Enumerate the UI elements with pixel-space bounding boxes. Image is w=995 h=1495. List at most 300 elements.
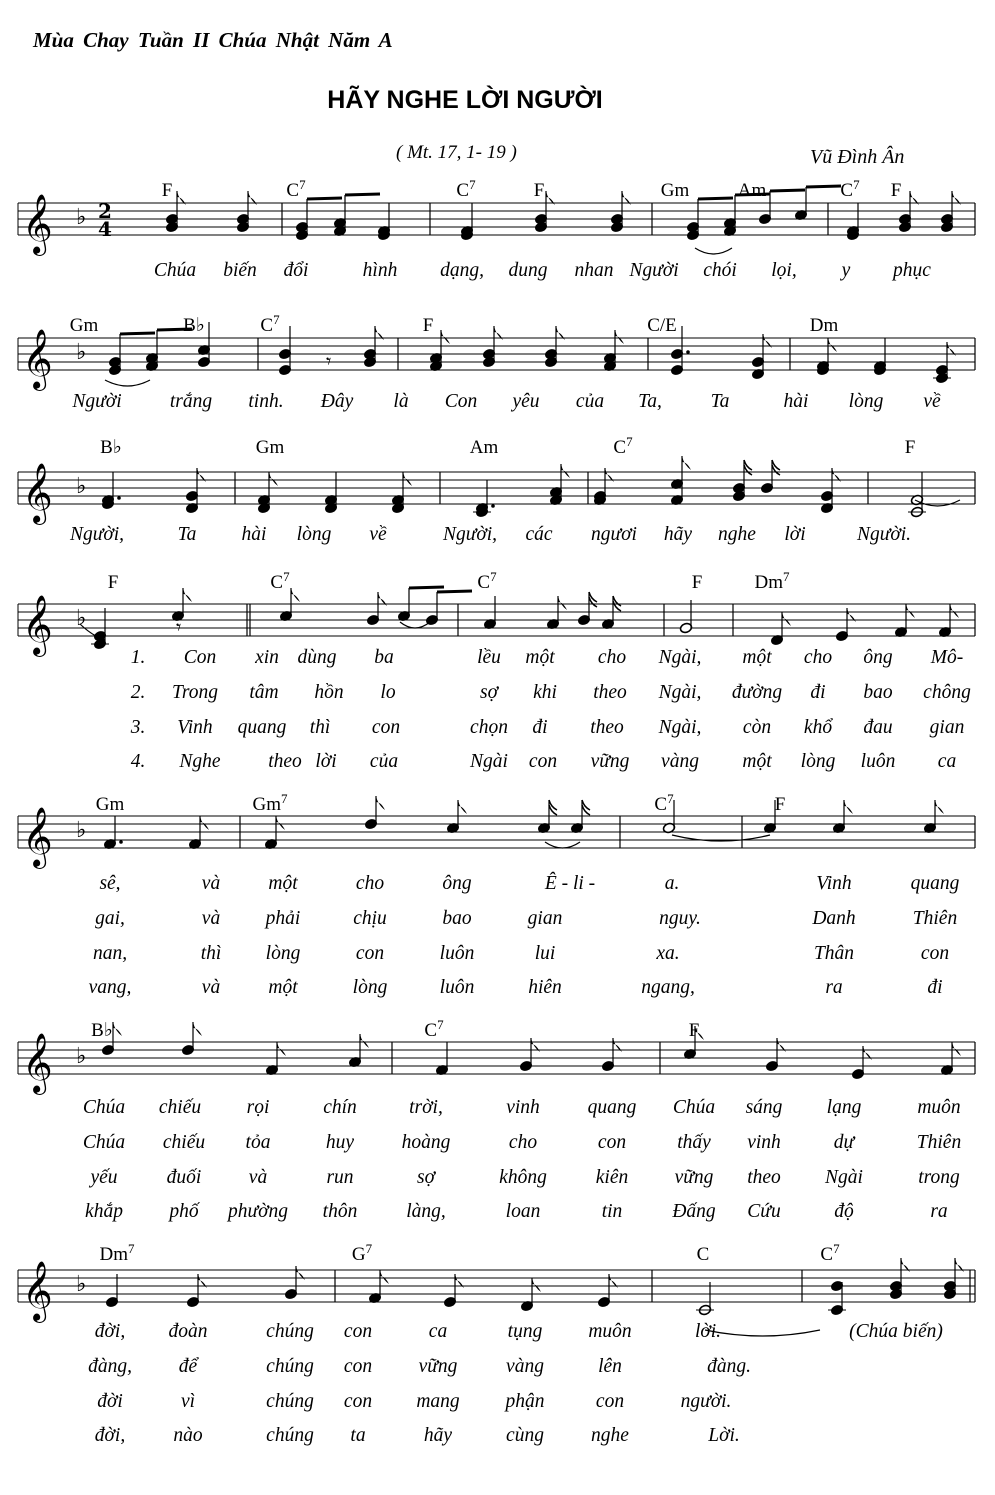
lyric-word: đàng, xyxy=(88,1356,132,1377)
treble-clef-icon: 𝄞 xyxy=(22,329,53,389)
note-flag xyxy=(952,1042,961,1056)
note-flag xyxy=(782,612,791,626)
chord-symbol: $C^7$ xyxy=(456,177,476,201)
lyric-word: luôn xyxy=(439,943,475,964)
lyric-word: đời xyxy=(97,1391,123,1412)
lyric-word: tin xyxy=(601,1201,623,1222)
tie-slur xyxy=(400,622,430,628)
note-flag xyxy=(615,330,624,344)
note-flag xyxy=(403,472,412,486)
lyric-word: theo xyxy=(593,682,627,703)
lyric-word: con xyxy=(920,943,950,964)
lyric-word: dung xyxy=(508,260,548,281)
lyric-word: người. xyxy=(680,1391,732,1412)
key-signature-flat-icon: ♭ xyxy=(76,1044,87,1069)
lyric-word: Cứu xyxy=(747,1201,781,1222)
lyric-word: sáng xyxy=(745,1097,783,1118)
lyric-word: một xyxy=(268,977,298,998)
treble-clef-icon: 𝄞 xyxy=(22,595,53,655)
lyric-word: gian xyxy=(929,717,965,738)
chord-symbol: $C^7$ xyxy=(260,312,280,336)
lyric-word: vinh xyxy=(747,1132,781,1153)
note-beam xyxy=(437,591,472,592)
lyric-word: Ta xyxy=(177,524,197,545)
lyric-word: dạng, xyxy=(440,260,484,281)
lyric-word: Trong xyxy=(172,682,218,703)
lyric-word: rọi xyxy=(246,1097,270,1118)
lyric-word: chọn xyxy=(470,717,508,738)
lyric-word: Người, xyxy=(69,524,125,545)
lyric-word: trời, xyxy=(409,1097,443,1118)
note-flag-sixteenth xyxy=(772,460,780,475)
note-flag xyxy=(360,1034,369,1048)
time-signature-top: 2 xyxy=(98,199,112,223)
lyric-word: lời xyxy=(315,751,337,772)
note-flag xyxy=(558,596,567,610)
lyric-word: khắp xyxy=(85,1201,123,1222)
treble-clef-icon: 𝄞 xyxy=(22,194,53,254)
lyric-word: sợ xyxy=(417,1167,435,1188)
chord-symbol: Dm xyxy=(809,315,839,336)
lyric-word: lời. xyxy=(694,1321,722,1342)
chord-symbol: Gm xyxy=(660,180,690,201)
lyric-word: Con xyxy=(444,391,478,412)
note-flag xyxy=(277,1042,286,1056)
lyric-word: Ngài, xyxy=(658,682,702,703)
song-title: HÃY NGHE LỜI NGƯỜI xyxy=(327,86,603,114)
lyric-word: đuối xyxy=(166,1167,202,1188)
chord-symbol: F xyxy=(161,180,173,201)
eighth-rest-icon: 𝄾 xyxy=(326,349,332,373)
lyric-word: gian xyxy=(527,908,563,929)
chord-symbol: F xyxy=(107,572,119,593)
lyric-word: phường xyxy=(227,1201,289,1222)
lyric-word: chiếu xyxy=(158,1097,202,1118)
lyric-word: một xyxy=(525,647,555,668)
note-flag-sixteenth xyxy=(744,460,752,475)
lyric-word: ông xyxy=(863,647,893,668)
lyric-word: biến xyxy=(223,260,257,281)
chord-symbol: Dm$^7$ xyxy=(99,1241,135,1265)
tie-slur xyxy=(545,842,580,848)
note-flag xyxy=(844,800,853,814)
lyric-word: thấy xyxy=(677,1132,711,1153)
lyric-word: sợ xyxy=(480,682,498,703)
lyric-word: nhan xyxy=(574,260,614,281)
lyric-word: luôn xyxy=(860,751,896,772)
lyric-word: cho xyxy=(508,1132,538,1153)
lyric-word: kiên xyxy=(595,1167,629,1188)
treble-clef-icon: 𝄞 xyxy=(22,1033,53,1093)
lyric-word: nghe xyxy=(591,1425,629,1446)
lyric-word: chúng xyxy=(266,1425,314,1446)
lyric-word: lòng xyxy=(800,751,836,772)
chord-symbol: F xyxy=(691,572,703,593)
lyric-word: Chúa xyxy=(672,1097,716,1118)
lyric-word: đi xyxy=(927,977,943,998)
note-flag xyxy=(950,604,959,618)
lyric-word: yêu xyxy=(512,391,540,412)
lyric-word: tỏa xyxy=(245,1132,271,1153)
lyric-word: chói xyxy=(703,260,737,281)
chord-symbol: B♭ xyxy=(183,315,205,336)
lyric-word: nan, xyxy=(92,943,128,964)
lyric-word: lòng xyxy=(265,943,301,964)
lyric-word: phải xyxy=(265,908,301,929)
lyric-word: 3. xyxy=(130,717,146,738)
lyric-word: về xyxy=(923,391,941,412)
lyric-word: con xyxy=(343,1391,373,1412)
chord-symbol: F xyxy=(774,794,786,815)
lyric-word: vàng xyxy=(661,751,699,772)
lyric-word: hồn xyxy=(314,682,344,703)
lyric-word: vinh xyxy=(506,1097,540,1118)
lyric-word: cho xyxy=(355,873,385,894)
lyric-word: hài xyxy=(241,524,267,545)
chord-symbol: Dm$^7$ xyxy=(754,569,790,593)
lyric-word: đau xyxy=(863,717,893,738)
lyric-word: và xyxy=(248,1167,268,1188)
lyric-word: vững xyxy=(674,1167,714,1188)
lyric-word: vang, xyxy=(88,977,132,998)
lyric-word: hài xyxy=(783,391,809,412)
staff-system xyxy=(18,1241,975,1323)
lyric-word: độ xyxy=(834,1201,854,1222)
lyric-word: thì xyxy=(200,943,222,964)
lyric-word: phận xyxy=(505,1391,545,1412)
chord-symbol: Gm$^7$ xyxy=(252,791,288,815)
chord-symbol: $C^7$ xyxy=(270,569,290,593)
lyric-word: lời xyxy=(784,524,806,545)
lyric-word: ngươi xyxy=(591,524,637,545)
key-signature-flat-icon: ♭ xyxy=(76,818,87,843)
lyric-word: 4. xyxy=(130,751,146,772)
lyric-word: về xyxy=(369,524,387,545)
lyric-word: hoàng xyxy=(401,1132,451,1153)
lyric-word: ba xyxy=(374,647,394,668)
lyric-word: trắng xyxy=(169,391,213,412)
note-beam xyxy=(770,190,805,191)
lyric-word: Mô- xyxy=(930,647,964,668)
lyric-word: vững xyxy=(590,751,630,772)
note-beam xyxy=(307,198,342,199)
lyric-word: huy xyxy=(325,1132,355,1153)
lyric-word: lui xyxy=(534,943,556,964)
lyric-word: y xyxy=(841,260,851,281)
key-signature-flat-icon: ♭ xyxy=(76,205,87,230)
note-flag xyxy=(441,330,450,344)
lyric-word: hình xyxy=(362,260,398,281)
lyric-word: luôn xyxy=(439,977,475,998)
chord-symbol: $C^7$ xyxy=(286,177,306,201)
lyric-word: là xyxy=(393,391,409,412)
lyric-word: con xyxy=(371,717,401,738)
lyric-word: Người xyxy=(629,260,679,281)
lyric-word: Thiên xyxy=(916,1132,962,1153)
chord-symbol: C xyxy=(696,1244,710,1265)
lyric-word: đường xyxy=(731,682,783,703)
lyric-word: vàng xyxy=(506,1356,544,1377)
chord-symbol: Am xyxy=(469,437,499,458)
note-flag-sixteenth xyxy=(549,800,557,815)
lyric-word: lều xyxy=(477,647,501,668)
staff-system xyxy=(18,312,975,391)
note-flag xyxy=(458,800,467,814)
chord-symbol: $C^7$ xyxy=(613,434,633,458)
lyric-word: chiếu xyxy=(162,1132,206,1153)
chord-symbol: $C^7$ xyxy=(820,1241,840,1265)
treble-clef-icon: 𝄞 xyxy=(22,807,53,867)
lyric-word: nào xyxy=(173,1425,203,1446)
lyric-word: quang xyxy=(910,873,960,894)
lyric-word: xa. xyxy=(656,943,680,964)
lyric-word: theo xyxy=(590,717,624,738)
note-flag xyxy=(291,588,300,602)
note-flag xyxy=(561,464,570,478)
chord-symbol: C/E xyxy=(647,315,677,336)
scripture-reference: ( Mt. 17, 1- 19 ) xyxy=(396,142,517,163)
chord-symbol: F xyxy=(904,437,916,458)
lyric-word: cho xyxy=(803,647,833,668)
lyric-word: đời, xyxy=(94,1425,126,1446)
treble-clef-icon: 𝄞 xyxy=(22,463,53,523)
lyric-word: Đây xyxy=(320,391,354,412)
lyric-word: gai, xyxy=(95,908,125,929)
lyric-word: Chúa xyxy=(82,1097,126,1118)
lyric-word: Ngài, xyxy=(658,717,702,738)
lyric-word: theo xyxy=(747,1167,781,1188)
note-beam xyxy=(120,333,155,334)
lyric-word: thôn xyxy=(322,1201,358,1222)
lyric-word: ra xyxy=(825,977,843,998)
lyric-word: con xyxy=(355,943,385,964)
lyric-word: Con xyxy=(183,647,217,668)
lyric-word: chúng xyxy=(266,1391,314,1412)
lyric-word: ca xyxy=(428,1321,448,1342)
lyric-word: đổi xyxy=(283,260,309,281)
note-flag xyxy=(276,816,285,830)
lyric-word: a. xyxy=(664,873,680,894)
lyric-word: loan xyxy=(505,1201,541,1222)
note-beam xyxy=(806,186,841,187)
lyric-word: của xyxy=(575,391,605,412)
lyric-word: tâm xyxy=(249,682,279,703)
lyric-word: Ê - li - xyxy=(544,873,596,894)
lyric-word: Ta, xyxy=(638,391,662,412)
lyric-word: lo xyxy=(380,682,396,703)
lyric-word: muôn xyxy=(917,1097,961,1118)
lyric-word: cho xyxy=(597,647,627,668)
lyric-word: Vinh xyxy=(816,873,852,894)
augmentation-dot xyxy=(117,496,121,500)
lyric-word: để xyxy=(178,1356,198,1377)
lyric-word: và xyxy=(201,908,221,929)
note-flag xyxy=(376,796,385,810)
lyric-word: Lời. xyxy=(708,1425,740,1446)
lyric-word: lên xyxy=(598,1356,622,1377)
lyric-word: bao xyxy=(863,682,893,703)
key-signature-flat-icon: ♭ xyxy=(76,474,87,499)
note-flag xyxy=(113,1022,122,1036)
lyric-word: con xyxy=(528,751,558,772)
note-flag xyxy=(906,604,915,618)
lyric-word: muôn xyxy=(588,1321,632,1342)
lyric-word: trong xyxy=(918,1167,960,1188)
lyric-word: một xyxy=(268,873,298,894)
lyric-word: Đấng xyxy=(672,1201,716,1222)
lyric-word: khổ xyxy=(803,717,833,738)
lyric-word: chúng xyxy=(266,1356,314,1377)
chord-symbol: Gm xyxy=(69,315,99,336)
lyric-word: một xyxy=(742,647,772,668)
chord-symbol: $G^7$ xyxy=(351,1241,373,1265)
chord-symbol: F xyxy=(890,180,902,201)
tie-slur xyxy=(705,1330,820,1336)
lyric-word: theo xyxy=(268,751,302,772)
lyric-word: khi xyxy=(533,682,557,703)
staff-system xyxy=(18,569,975,657)
lyric-word: và xyxy=(201,873,221,894)
time-signature-bottom: 4 xyxy=(98,217,112,241)
tie-slur xyxy=(105,380,150,386)
lyric-word: (Chúa biến) xyxy=(849,1321,943,1342)
lyric-word: Vinh xyxy=(177,717,213,738)
key-signature-flat-icon: ♭ xyxy=(76,606,87,631)
lyric-word: đời, xyxy=(94,1321,126,1342)
lyric-word: nghe xyxy=(718,524,756,545)
lyric-word: Ngài, xyxy=(658,647,702,668)
lyric-word: quang xyxy=(587,1097,637,1118)
chord-symbol: F xyxy=(688,1020,700,1041)
staff-system xyxy=(18,1017,975,1095)
lyric-word: bao xyxy=(442,908,472,929)
lyric-word: còn xyxy=(742,717,772,738)
lyric-word: ngang, xyxy=(641,977,695,998)
tie-slur xyxy=(695,248,732,254)
lyric-word: Ngài xyxy=(825,1167,863,1188)
chord-symbol: B♭ xyxy=(91,1020,113,1041)
lyric-word: phố xyxy=(169,1201,199,1222)
lyric-word: Chúa xyxy=(153,260,197,281)
chord-symbol: F xyxy=(533,180,545,201)
lyric-word: chúng xyxy=(266,1321,314,1342)
lyric-word: nguy. xyxy=(659,908,701,929)
augmentation-dot xyxy=(119,840,123,844)
chord-symbol: $C^7$ xyxy=(424,1017,444,1041)
chord-symbol: F xyxy=(422,315,434,336)
key-signature-flat-icon: ♭ xyxy=(76,1272,87,1297)
lyric-word: chông xyxy=(923,682,971,703)
lyric-word: một xyxy=(742,751,772,772)
lyric-word: dự xyxy=(833,1132,855,1153)
lyric-word: Người. xyxy=(856,524,912,545)
lyric-word: Thân xyxy=(813,943,855,964)
lyric-word: dùng xyxy=(297,647,337,668)
lyric-word: thì xyxy=(309,717,331,738)
lyric-word: đàng. xyxy=(707,1356,751,1377)
lyric-word: ca xyxy=(937,751,957,772)
lyric-word: Danh xyxy=(812,908,856,929)
lyric-word: không xyxy=(499,1167,547,1188)
lyric-word: Người xyxy=(72,391,122,412)
lyric-word: Người, xyxy=(442,524,498,545)
note-beam xyxy=(698,198,733,199)
lyric-word: ông xyxy=(442,873,472,894)
lyric-word: xin xyxy=(255,647,279,668)
lyric-word: đi xyxy=(810,682,826,703)
lyric-word: quang xyxy=(237,717,287,738)
lyric-word: lạng xyxy=(826,1097,862,1118)
lyric-word: mang xyxy=(416,1391,460,1412)
chord-symbol: $C^7$ xyxy=(654,791,674,815)
lyric-word: vì xyxy=(180,1391,196,1412)
lyric-word: con xyxy=(343,1321,373,1342)
staff-system xyxy=(18,791,975,869)
chord-symbol: $C^7$ xyxy=(477,569,497,593)
chord-symbol: Am xyxy=(737,180,767,201)
treble-clef-icon: 𝄞 xyxy=(22,1261,53,1321)
lyric-word: cùng xyxy=(506,1425,544,1446)
lyric-word: Ta xyxy=(710,391,730,412)
note-flag xyxy=(935,800,944,814)
lyric-word: Chúa xyxy=(82,1132,126,1153)
composer: Vũ Đình Ân xyxy=(810,146,905,168)
note-beam xyxy=(409,587,444,588)
chord-symbol: Gm xyxy=(95,794,125,815)
lyric-word: lòng xyxy=(296,524,332,545)
lyric-word: yếu xyxy=(90,1167,118,1188)
lyric-word: của xyxy=(369,751,399,772)
note-flag-sixteenth xyxy=(582,800,590,815)
lyric-word: tụng xyxy=(507,1321,543,1342)
lyric-word: phục xyxy=(893,260,931,281)
lyric-word: lọi, xyxy=(771,260,797,281)
lyric-word: lòng xyxy=(352,977,388,998)
note-flag xyxy=(183,588,192,602)
liturgical-season: Mùa Chay Tuần II Chúa Nhật Năm A xyxy=(33,28,393,52)
lyric-word: 2. xyxy=(130,682,146,703)
key-signature-flat-icon: ♭ xyxy=(76,340,87,365)
note-flag xyxy=(532,1278,541,1292)
note-flag xyxy=(269,472,278,486)
augmentation-dot xyxy=(686,350,690,354)
lyric-word: ra xyxy=(930,1201,948,1222)
augmentation-dot xyxy=(491,504,495,508)
note-flag xyxy=(828,338,837,352)
lyric-word: chịu xyxy=(353,908,387,929)
lyric-word: hiên xyxy=(528,977,562,998)
lyric-word: Ngài xyxy=(470,751,508,772)
lyric-word: ta xyxy=(350,1425,366,1446)
lyric-word: con xyxy=(597,1132,627,1153)
lyric-word: làng, xyxy=(406,1201,446,1222)
lyric-word: Nghe xyxy=(179,751,221,772)
lyric-word: 1. xyxy=(130,647,146,668)
lyric-word: con xyxy=(343,1356,373,1377)
lyric-word: sê, xyxy=(99,873,121,894)
lyric-word: các xyxy=(525,524,553,545)
eighth-rest-icon: 𝄾 xyxy=(176,615,182,639)
lyric-word: hãy xyxy=(663,524,693,545)
lyric-word: hãy xyxy=(423,1425,453,1446)
note-flag xyxy=(380,1270,389,1284)
note-flag xyxy=(200,816,209,830)
lyric-word: đoàn xyxy=(168,1321,208,1342)
note-flag xyxy=(193,1022,202,1036)
lyric-word: lòng xyxy=(848,391,884,412)
chord-symbol: $C^7$ xyxy=(840,177,860,201)
staff-system xyxy=(18,434,975,525)
